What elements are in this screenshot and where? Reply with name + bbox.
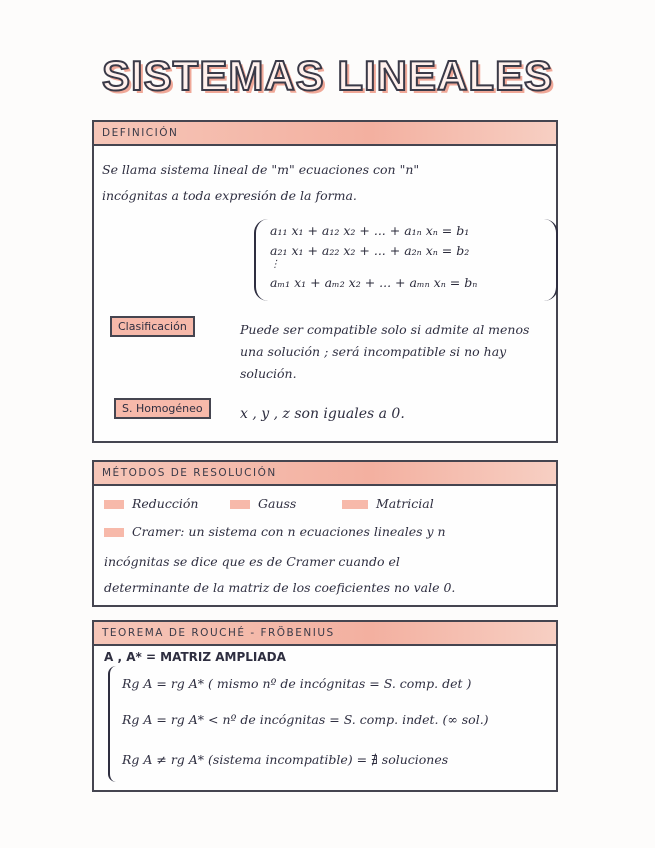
cramer-line1-text: Cramer: un sistema con n ecuaciones lineales y n	[132, 524, 446, 539]
rouche-brace	[108, 666, 120, 782]
method-gauss-label: Gauss	[258, 496, 297, 511]
reduccion-swatch	[104, 500, 124, 509]
rouche-line-3: Rg A ≠ rg A* (sistema incompatible) = ∄ soluciones	[122, 752, 449, 767]
page-title: SISTEMAS LINEALES	[101, 52, 554, 99]
method-gauss	[230, 496, 296, 511]
equation-m: aₘ₁ x₁ + aₘ₂ x₂ + ... + aₘₙ xₙ = bₙ	[270, 275, 478, 290]
homogeneo-text: x , y , z son iguales a 0.	[240, 406, 405, 422]
equation-1: a₁₁ x₁ + a₁₂ x₂ + ... + a₁ₙ xₙ = b₁	[270, 223, 470, 238]
method-matricial	[342, 496, 434, 511]
cramer-line3: determinante de la matriz de los coeficientes no vale 0.	[104, 580, 456, 595]
rouche-line-1: Rg A = rg A* ( mismo nº de incógnitas = S. comp. det )	[122, 676, 472, 691]
gauss-swatch	[230, 500, 250, 509]
clasificacion-line1: Puede ser compatible solo si admite al menos	[240, 322, 530, 337]
cramer-line2: incógnitas se dice que es de Cramer cuando el	[104, 554, 400, 569]
method-reduccion	[104, 496, 198, 511]
clasificacion-line2: una solución ; será incompatible si no hay	[240, 344, 507, 359]
linear-system	[254, 219, 558, 301]
definicion-header: DEFINICIÓN	[94, 122, 556, 146]
method-matricial-label: Matricial	[376, 496, 434, 511]
rouche-box	[92, 620, 558, 792]
equation-2: a₂₁ x₁ + a₂₂ x₂ + ... + a₂ₙ xₙ = b₂	[270, 243, 470, 258]
metodos-header: MÉTODOS DE RESOLUCIÓN	[94, 462, 556, 486]
definicion-text-line2: incógnitas a toda expresión de la forma.	[102, 188, 357, 203]
homogeneo-tag: S. Homogéneo	[114, 398, 211, 419]
matricial-swatch	[342, 500, 368, 509]
definicion-box	[92, 120, 558, 443]
definicion-text-line1: Se llama sistema lineal de "m" ecuaciones con "n"	[102, 162, 420, 177]
equation-ellipsis: ⋮	[270, 259, 280, 270]
cramer-line1	[104, 524, 446, 539]
method-reduccion-label: Reducción	[132, 496, 199, 511]
rouche-subtitle: A , A* = MATRIZ AMPLIADA	[104, 650, 286, 664]
clasificacion-tag: Clasificación	[110, 316, 195, 337]
cramer-swatch	[104, 528, 124, 537]
clasificacion-line3: solución.	[240, 366, 297, 381]
rouche-line-2: Rg A = rg A* < nº de incógnitas = S. comp. indet. (∞ sol.)	[122, 712, 489, 727]
rouche-header: TEOREMA DE ROUCHÉ - FRÖBENIUS	[94, 622, 556, 646]
metodos-box	[92, 460, 558, 607]
